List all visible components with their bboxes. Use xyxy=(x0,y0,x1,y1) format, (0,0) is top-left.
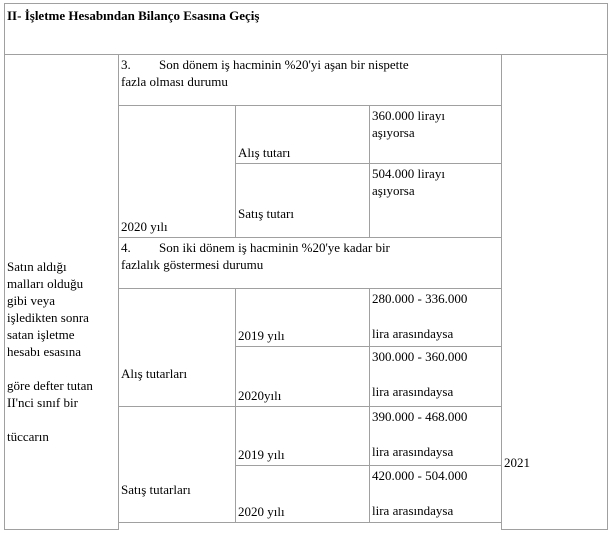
section4-alis-year-2020: 2020yılı xyxy=(236,347,370,407)
section4-heading xyxy=(119,238,502,289)
section4-satis-range-2020-value: 420.000 - 504.000 xyxy=(372,468,468,483)
section3-alis-value-line2: aşıyorsa xyxy=(372,125,415,140)
section3-satis-value-line2: aşıyorsa xyxy=(372,183,415,198)
left-label-line-5: satan işletme xyxy=(7,327,75,342)
section4-satis-range-2019-value: 390.000 - 468.000 xyxy=(372,409,468,424)
section4-alis-range-2019-suffix: lira arasındaysa xyxy=(372,326,454,341)
section3-satis-value-line1: 504.000 lirayı xyxy=(372,166,445,181)
section3-satis-value xyxy=(370,164,502,238)
section4-alis-range-2020-suffix: lira arasındaysa xyxy=(372,384,454,399)
left-label-line-7: göre defter tutan xyxy=(7,378,93,393)
section3-number: 3. xyxy=(121,57,131,72)
section3-alis-label: Alış tutarı xyxy=(236,106,370,164)
section4-number: 4. xyxy=(121,240,131,255)
section4-satis-range-2019-suffix: lira arasındaysa xyxy=(372,444,454,459)
section3-satis-label: Satış tutarı xyxy=(236,164,370,238)
section4-text-line2: fazlalık göstermesi durumu xyxy=(121,257,264,272)
section3-year: 2020 yılı xyxy=(119,106,236,238)
table-title: II- İşletme Hesabından Bilanço Esasına Geçiş xyxy=(5,4,608,55)
section4-satis-label: Satış tutarları xyxy=(119,407,236,523)
section4-alis-range-2019 xyxy=(370,289,502,347)
section4-alis-range-2019-value: 280.000 - 336.000 xyxy=(372,291,468,306)
left-label-line-3: gibi veya xyxy=(7,293,56,308)
effective-year: 2021 xyxy=(502,55,608,530)
section3-alis-value xyxy=(370,106,502,164)
section4-alis-year-2019: 2019 yılı xyxy=(236,289,370,347)
section3-text-line2: fazla olması durumu xyxy=(121,74,228,89)
section4-text-line1: Son iki dönem iş hacminin %20'ye kadar bir xyxy=(159,240,390,255)
section3-alis-value-line1: 360.000 lirayı xyxy=(372,108,445,123)
left-label-line-4: işledikten sonra xyxy=(7,310,89,325)
section3-heading xyxy=(119,55,502,106)
section4-alis-range-2020 xyxy=(370,347,502,407)
left-label-line-1: Satın aldığı xyxy=(7,259,67,274)
section4-satis-year-2019: 2019 yılı xyxy=(236,407,370,466)
section3-text-line1: Son dönem iş hacminin %20'yi aşan bir nispette xyxy=(159,57,409,72)
left-label-line-6: hesabı esasına xyxy=(7,344,82,359)
section4-satis-range-2020-suffix: lira arasındaysa xyxy=(372,503,454,518)
left-label-line-2: malları olduğu xyxy=(7,276,84,291)
left-label-line-9: tüccarın xyxy=(7,429,49,444)
section4-alis-label: Alış tutarları xyxy=(119,289,236,407)
document-table xyxy=(4,3,608,530)
section4-satis-year-2020: 2020 yılı xyxy=(236,466,370,523)
left-label-cell xyxy=(5,55,119,530)
section4-alis-range-2020-value: 300.000 - 360.000 xyxy=(372,349,468,364)
left-label-line-8: II'nci sınıf bir xyxy=(7,395,78,410)
section4-satis-range-2020 xyxy=(370,466,502,523)
section4-satis-range-2019 xyxy=(370,407,502,466)
